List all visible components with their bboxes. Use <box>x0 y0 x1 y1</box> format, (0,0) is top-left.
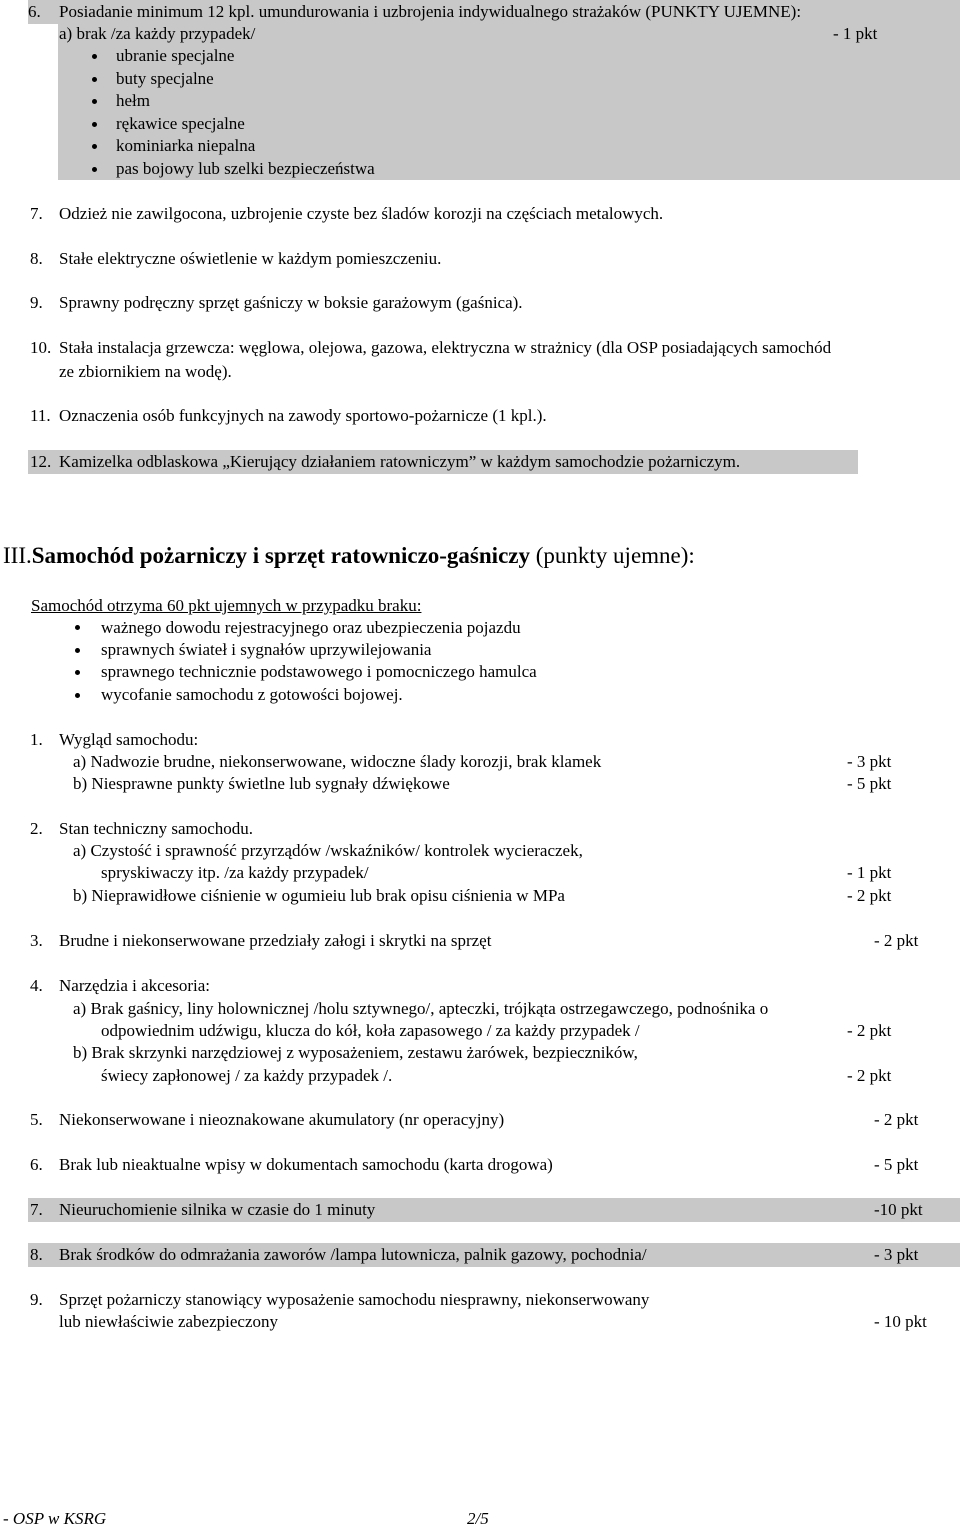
item6-bullet-2: buty specjalne <box>116 69 214 88</box>
s8-number: 8. <box>30 1245 43 1264</box>
s6-number: 6. <box>30 1155 43 1174</box>
s6-text: Brak lub nieaktualne wpisy w dokumentach samochodu (karta drogowa) <box>59 1155 553 1174</box>
s5-number: 5. <box>30 1110 43 1129</box>
item6-bullet-6: pas bojowy lub szelki bezpieczeństwa <box>116 159 375 178</box>
bullet-icon <box>92 54 97 59</box>
s1-a-points: - 3 pkt <box>847 752 892 771</box>
bullet-icon <box>75 693 80 698</box>
s1-a: a) Nadwozie brudne, niekonserwowane, widoczne ślady korozji, brak klamek <box>73 752 602 771</box>
footer-left: - OSP w KSRG <box>3 1509 107 1528</box>
bullet-icon <box>75 625 80 630</box>
s4-title: Narzędzia i akcesoria: <box>59 976 211 995</box>
item10-line1: Stała instalacja grzewcza: węglowa, olejowa, gazowa, elektryczna w strażnicy (dla OSP posiadających samochód <box>59 338 832 357</box>
s2-b-points: - 2 pkt <box>847 886 892 905</box>
footer-page-number: 2/5 <box>467 1509 489 1528</box>
section-title-bold: Samochód pożarniczy i sprzęt ratowniczo-gaśniczy <box>31 543 530 568</box>
item6-bullet-5: kominiarka niepalna <box>116 136 256 155</box>
section-bullet-2: sprawnych świateł i sygnałów uprzywilejowania <box>101 640 432 659</box>
item6-bullet-4: rękawice specjalne <box>116 114 245 133</box>
s5-points: - 2 pkt <box>874 1110 919 1129</box>
s9-number: 9. <box>30 1290 43 1309</box>
s1-b-points: - 5 pkt <box>847 774 892 793</box>
item6-bullet-3: hełm <box>116 91 150 110</box>
bullet-icon <box>92 167 97 172</box>
item12-number: 12. <box>30 452 52 471</box>
s8-points: - 3 pkt <box>874 1245 919 1264</box>
item6-bullet-1: ubranie specjalne <box>116 46 235 65</box>
s4-b-line1: b) Brak skrzynki narzędziowej z wyposażeniem, zestawu żarówek, bezpieczników, <box>73 1043 638 1062</box>
s1-title: Wygląd samochodu: <box>59 730 199 749</box>
item8-text: Stałe elektryczne oświetlenie w każdym pomieszczeniu. <box>59 249 442 268</box>
section-bullet-1: ważnego dowodu rejestracyjnego oraz ubezpieczenia pojazdu <box>101 618 521 637</box>
s9-points: - 10 pkt <box>874 1312 927 1331</box>
s4-a-line1: a) Brak gaśnicy, liny holownicznej /holu sztywnego/, apteczki, trójkąta ostrzegawczego, podnośnika o <box>73 999 769 1018</box>
item10-line2: ze zbiornikiem na wodę). <box>59 362 232 381</box>
s7-number: 7. <box>30 1200 43 1219</box>
section-title <box>3 541 695 571</box>
section-number: III. <box>3 543 32 568</box>
bullet-icon <box>75 648 80 653</box>
item12-text: Kamizelka odblaskowa „Kierujący działaniem ratowniczym” w każdym samochodzie pożarniczym. <box>59 452 741 471</box>
s2-a-points: - 1 pkt <box>847 863 892 882</box>
s3-points: - 2 pkt <box>874 931 919 950</box>
s7-text: Nieuruchomienie silnika w czasie do 1 minuty <box>59 1200 376 1219</box>
s5-text: Niekonserwowane i nieoznakowane akumulatory (nr operacyjny) <box>59 1110 505 1129</box>
s8-text: Brak środków do odmrażania zaworów /lampa lutownicza, palnik gazowy, pochodnia/ <box>59 1245 647 1264</box>
item7-number: 7. <box>30 204 43 223</box>
section-bullet-3: sprawnego technicznie podstawowego i pomocniczego hamulca <box>101 662 537 681</box>
item10-number: 10. <box>30 338 52 357</box>
bullet-icon <box>92 99 97 104</box>
s3-number: 3. <box>30 931 43 950</box>
s2-title: Stan techniczny samochodu. <box>59 819 254 838</box>
item6-sub-a-points: - 1 pkt <box>833 24 878 43</box>
section-title-rest: (punkty ujemne): <box>530 543 695 568</box>
item7-text: Odzież nie zawilgocona, uzbrojenie czyste bez śladów korozji na częściach metalowych. <box>59 204 664 223</box>
s4-b-line2: świecy zapłonowej / za każdy przypadek /. <box>101 1066 393 1085</box>
s4-b-points: - 2 pkt <box>847 1066 892 1085</box>
s3-text: Brudne i niekonserwowane przedziały załogi i skrytki na sprzęt <box>59 931 492 950</box>
s2-a-line2: spryskiwaczy itp. /za każdy przypadek/ <box>101 863 369 882</box>
s9-line2: lub niewłaściwie zabezpieczony <box>59 1312 279 1331</box>
s9-line1: Sprzęt pożarniczy stanowiący wyposażenie samochodu niesprawny, niekonserwowany <box>59 1290 650 1309</box>
section-intro: Samochód otrzyma 60 pkt ujemnych w przypadku braku: <box>31 596 422 615</box>
s6-points: - 5 pkt <box>874 1155 919 1174</box>
s7-points: -10 pkt <box>874 1200 923 1219</box>
s2-b: b) Nieprawidłowe ciśnienie w ogumieiu lub brak opisu ciśnienia w MPa <box>73 886 565 905</box>
item8-number: 8. <box>30 249 43 268</box>
item6-sub-a: a) brak /za każdy przypadek/ <box>59 24 256 43</box>
s2-a-line1: a) Czystość i sprawność przyrządów /wskaźników/ kontrolek wycieraczek, <box>73 841 583 860</box>
item11-text: Oznaczenia osób funkcyjnych na zawody sportowo-pożarnicze (1 kpl.). <box>59 406 547 425</box>
item9-text: Sprawny podręczny sprzęt gaśniczy w boksie garażowym (gaśnica). <box>59 293 523 312</box>
s4-number: 4. <box>30 976 43 995</box>
s2-number: 2. <box>30 819 43 838</box>
s4-a-line2: odpowiednim udźwigu, klucza do kół, koła zapasowego / za każdy przypadek / <box>101 1021 640 1040</box>
section-bullet-4: wycofanie samochodu z gotowości bojowej. <box>101 685 403 704</box>
bullet-icon <box>92 77 97 82</box>
s4-a-points: - 2 pkt <box>847 1021 892 1040</box>
bullet-icon <box>92 144 97 149</box>
s1-b: b) Niesprawne punkty świetlne lub sygnały dźwiękowe <box>73 774 450 793</box>
item11-number: 11. <box>30 406 51 425</box>
bullet-icon <box>75 670 80 675</box>
bullet-icon <box>92 122 97 127</box>
s1-number: 1. <box>30 730 43 749</box>
item6-text: Posiadanie minimum 12 kpl. umundurowania i uzbrojenia indywidualnego strażaków (PUNKTY UJEMNE): <box>59 2 802 21</box>
item6-number: 6. <box>28 2 41 21</box>
item9-number: 9. <box>30 293 43 312</box>
